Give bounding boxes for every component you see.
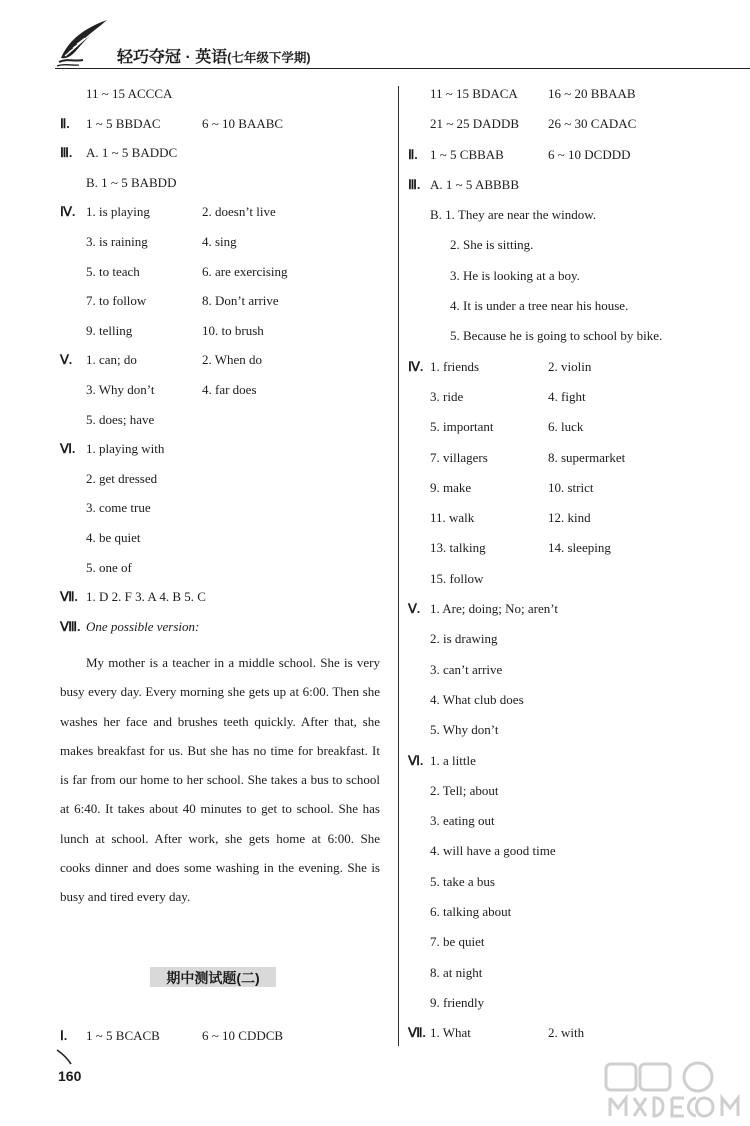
answer-text: 1. is playing	[86, 204, 150, 220]
answer-text: 5. take a bus	[430, 873, 495, 889]
section-numeral: Ⅵ.	[408, 752, 424, 768]
answer-text: 4. fight	[548, 388, 586, 404]
answer-row	[408, 480, 708, 510]
answer-text: 14. sleeping	[548, 540, 611, 556]
answer-text: 1. can; do	[86, 352, 137, 368]
answer-text: 10. strict	[548, 479, 594, 495]
answer-row	[60, 500, 392, 530]
answer-row	[60, 382, 392, 412]
answer-text: 6 ~ 10 BAABC	[202, 115, 284, 131]
answer-text: 1. playing with	[86, 441, 165, 457]
answer-text: 4. sing	[202, 233, 237, 249]
answer-text: 2. When do	[202, 352, 263, 368]
section-numeral: Ⅷ.	[60, 618, 81, 634]
answer-row	[408, 147, 708, 177]
answer-text: A. 1 ~ 5 BADDC	[86, 145, 178, 161]
answer-text: 1 ~ 5 BBDAC	[86, 115, 161, 131]
answer-text: 11. walk	[430, 510, 475, 526]
answer-row	[408, 783, 708, 813]
answer-text: 15. follow	[430, 570, 484, 586]
answer-row	[60, 204, 392, 234]
section-heading-midterm	[150, 965, 276, 987]
answer-row	[60, 323, 392, 353]
section-numeral: Ⅶ.	[408, 1025, 426, 1041]
page-header	[55, 18, 415, 74]
answer-text: 4. be quiet	[86, 529, 141, 545]
answer-row	[408, 268, 708, 298]
right-column	[408, 86, 708, 1056]
section-numeral: Ⅱ.	[408, 146, 418, 162]
answer-text: 1. Are; doing; No; aren’t	[430, 601, 558, 617]
answer-text: 2. Tell; about	[430, 782, 499, 798]
section-numeral: Ⅲ.	[408, 176, 421, 192]
answer-text: 12. kind	[548, 510, 591, 526]
left-column	[60, 86, 392, 911]
answer-text: 2. is drawing	[430, 631, 498, 647]
answer-text: 5. Because he is going to school by bike.	[450, 328, 663, 344]
answer-row	[60, 589, 392, 619]
answer-row	[408, 601, 708, 631]
answer-row	[408, 450, 708, 480]
answer-text: 6. are exercising	[202, 263, 288, 279]
answer-row	[408, 904, 708, 934]
answer-row	[60, 352, 392, 382]
answer-text: 7. to follow	[86, 293, 147, 309]
answer-text: 4. will have a good time	[430, 843, 556, 859]
answer-text: 8. at night	[430, 964, 483, 980]
answer-text: 9. telling	[86, 322, 133, 338]
answer-text: 3. eating out	[430, 813, 495, 829]
answer-text: 7. be quiet	[430, 934, 485, 950]
answer-text: 5. important	[430, 419, 494, 435]
answer-row	[60, 560, 392, 590]
answer-text: 13. talking	[430, 540, 486, 556]
answer-text: 2. get dressed	[86, 470, 158, 486]
answer-text: 3. ride	[430, 388, 464, 404]
answer-text: 1. a little	[430, 752, 476, 768]
answer-text: 4. far does	[202, 381, 257, 397]
answer-text: 2. doesn’t live	[202, 204, 276, 220]
answer-text: 1. What	[430, 1025, 471, 1041]
answer-row	[408, 813, 708, 843]
answer-row	[408, 965, 708, 995]
section-numeral: Ⅶ.	[60, 589, 78, 605]
answer-text: 6 ~ 10 CDDCB	[202, 1028, 284, 1043]
answer-row	[408, 207, 708, 237]
answer-text: 7. villagers	[430, 449, 488, 465]
answer-row	[408, 540, 708, 570]
section-numeral: Ⅰ.	[60, 1028, 68, 1043]
answer-text: 6. luck	[548, 419, 584, 435]
book-title: 轻巧夺冠 · 英语(七年级下学期)	[117, 49, 311, 66]
sample-essay: My mother is a teacher in a middle school. She is very busy every day. Every morning she gets up at 6:00. Then she washes her face and brushes teeth quickly. After that, she makes breakfast for us. But she has no time for breakfast. It is far from our home to her school. She takes a bus to school at 6:40. It takes about 40 minutes to get to school. She has lunch at school. After work, she gets home at 6:00. She cooks dinner and does some washing in the evening. She is busy and tired every day.	[60, 655, 380, 904]
answer-text: 21 ~ 25 DADDB	[430, 116, 520, 132]
answer-text: 3. come true	[86, 500, 151, 516]
answer-row	[60, 293, 392, 323]
answer-text: 5. to teach	[86, 263, 140, 279]
answer-row	[408, 359, 708, 389]
answer-text: 4. What club does	[430, 691, 524, 707]
answer-text: A. 1 ~ 5 ABBBB	[430, 176, 520, 192]
answer-text: 11 ~ 15 ACCCA	[86, 86, 173, 101]
answer-text: 3. Why don’t	[86, 381, 155, 397]
answer-text: 16 ~ 20 BBAAB	[548, 86, 636, 101]
answer-row	[60, 86, 392, 116]
answer-row	[60, 264, 392, 294]
answer-row	[408, 995, 708, 1025]
answer-row	[60, 530, 392, 560]
answer-row	[60, 619, 392, 649]
section-numeral: Ⅳ.	[60, 204, 76, 220]
answer-row	[60, 234, 392, 264]
answer-row	[408, 510, 708, 540]
answer-row	[408, 722, 708, 752]
answer-row	[408, 571, 708, 601]
answer-text: B. 1 ~ 5 BABDD	[86, 174, 177, 190]
answer-text: 5. Why don’t	[430, 722, 499, 738]
answer-row	[408, 692, 708, 722]
answer-text: 3. can’t arrive	[430, 661, 503, 677]
answer-row	[60, 145, 392, 175]
answer-row	[60, 1028, 392, 1058]
answer-row	[60, 441, 392, 471]
answer-row	[60, 412, 392, 442]
answer-text: 2. with	[548, 1025, 585, 1041]
answer-text: 6 ~ 10 DCDDD	[548, 146, 631, 162]
section-numeral: Ⅱ.	[60, 115, 70, 131]
answer-text: 1 ~ 5 CBBAB	[430, 146, 504, 162]
quill-pen-logo-icon	[55, 18, 115, 74]
answer-text: 3. is raining	[86, 233, 148, 249]
answer-text: 1. friends	[430, 358, 480, 374]
mxqe-watermark-icon	[600, 1060, 745, 1126]
answer-row	[408, 328, 708, 358]
answer-row	[408, 116, 708, 146]
section-numeral: Ⅴ.	[408, 601, 421, 617]
answer-row	[408, 419, 708, 449]
answer-row	[408, 1025, 708, 1055]
answer-text: 8. Don’t arrive	[202, 293, 279, 309]
answer-text: 10. to brush	[202, 322, 264, 338]
answer-text: 26 ~ 30 CADAC	[548, 116, 637, 132]
answer-row	[408, 389, 708, 419]
answer-text: 2. violin	[548, 358, 592, 374]
answer-row	[408, 843, 708, 873]
answer-row	[408, 86, 708, 116]
section-numeral: Ⅳ.	[408, 358, 424, 374]
answer-text: 4. It is under a tree near his house.	[450, 298, 629, 314]
answer-row	[408, 177, 708, 207]
answer-text: 1. D 2. F 3. A 4. B 5. C	[86, 589, 206, 605]
answer-row	[408, 631, 708, 661]
answer-text: 11 ~ 15 BDACA	[430, 86, 518, 101]
answer-text: 6. talking about	[430, 904, 512, 920]
answer-text: 5. one of	[86, 559, 132, 575]
answer-text: 3. He is looking at a boy.	[450, 267, 580, 283]
answer-row	[60, 116, 392, 146]
answer-row	[408, 874, 708, 904]
answer-text: 1 ~ 5 BCACB	[86, 1028, 160, 1043]
header-rule	[55, 68, 750, 69]
section-numeral: Ⅵ.	[60, 441, 76, 457]
answer-text: 8. supermarket	[548, 449, 626, 465]
section-numeral: Ⅲ.	[60, 145, 73, 161]
answer-text: 2. She is sitting.	[450, 237, 534, 253]
left-column-bottom	[60, 1028, 392, 1058]
essay-intro: One possible version:	[86, 618, 200, 634]
answer-row	[408, 237, 708, 267]
answer-row	[408, 753, 708, 783]
answer-text: 9. make	[430, 479, 472, 495]
answer-row	[60, 471, 392, 501]
column-divider	[398, 86, 399, 1046]
answer-row	[408, 934, 708, 964]
page-number: 160	[58, 1068, 82, 1084]
answer-row	[408, 298, 708, 328]
book-subtitle: (七年级下学期)	[227, 51, 311, 65]
answer-row	[60, 175, 392, 205]
answer-row	[408, 662, 708, 692]
section-heading-text: 期中测试题(二)	[166, 970, 260, 986]
answer-text: 5. does; have	[86, 411, 155, 427]
section-numeral: Ⅴ.	[60, 352, 73, 368]
answer-text: 9. friendly	[430, 994, 485, 1010]
answer-text: B. 1. They are near the window.	[430, 207, 597, 223]
